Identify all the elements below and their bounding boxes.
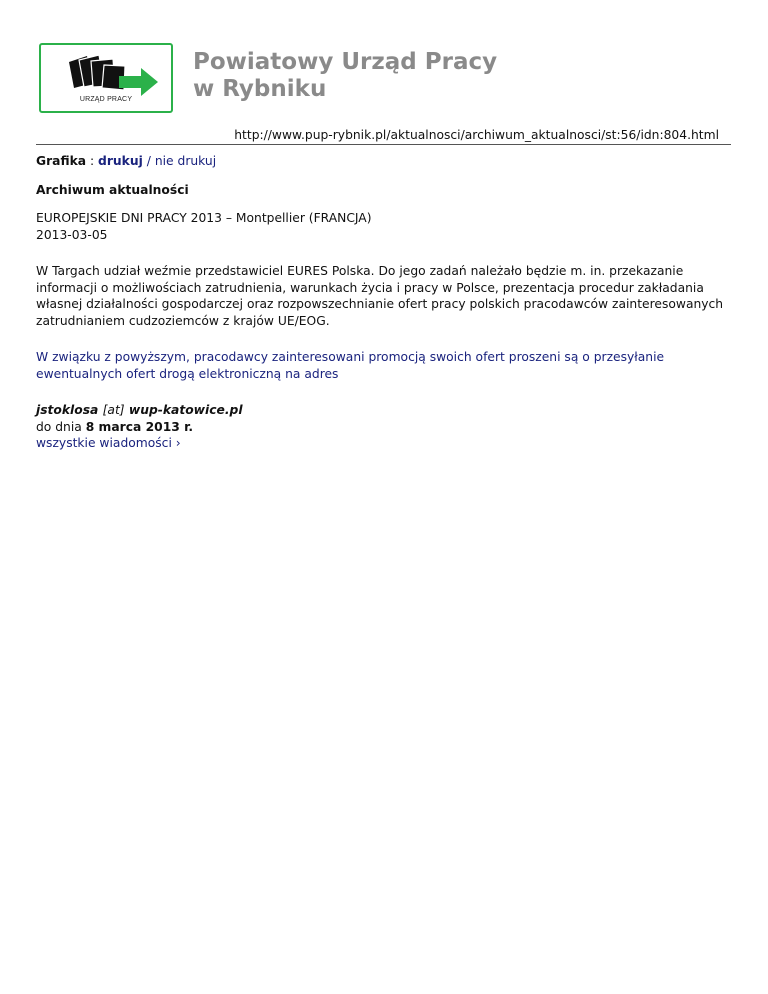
print-link[interactable]: drukuj	[98, 154, 143, 168]
article-title: EUROPEJSKIE DNI PRACY 2013 – Montpellier (FRANCJA)	[36, 211, 372, 225]
deadline-prefix: do dnia	[36, 419, 82, 434]
section-title: Archiwum aktualności	[36, 182, 189, 197]
print-options-slash: /	[146, 154, 151, 168]
print-options-colon: :	[89, 154, 95, 168]
deadline-date: 8 marca 2013 r.	[85, 419, 194, 434]
article-date: 2013-03-05	[36, 227, 108, 242]
email-at: [at]	[102, 403, 125, 417]
all-news	[36, 435, 731, 452]
all-news-link[interactable]: wszystkie wiadomości ›	[36, 436, 181, 450]
page-header	[39, 43, 731, 115]
print-options	[36, 153, 731, 170]
organization-name	[193, 49, 497, 103]
no-print-link[interactable]: nie drukuj	[154, 154, 217, 168]
main-content	[36, 153, 731, 452]
article-paragraph-2: W związku z powyższym, pracodawcy zainteresowani promocją swoich ofert proszeni są o przesyłanie ewentualnych ofert drogą elektroniczną na adres	[36, 350, 665, 381]
email-user: jstoklosa	[36, 403, 99, 417]
organization-name-line-1: Powiatowy Urząd Pracy	[193, 49, 498, 75]
contact-email	[36, 402, 731, 419]
email-domain: wup-katowice.pl	[128, 403, 243, 417]
logo-caption: URZĄD PRACY	[79, 96, 133, 103]
page-url: http://www.pup-rybnik.pl/aktualnosci/archiwum_aktualnosci/st:56/idn:804.html	[234, 128, 719, 142]
page-url-bar	[36, 128, 731, 145]
logo	[39, 43, 173, 113]
organization-name-line-2: w Rybniku	[193, 76, 327, 102]
article-paragraph-1: W Targach udział weźmie przedstawiciel EURES Polska. Do jego zadań należało będzie m. in. przekazanie informacji o możliwościach zatrudnienia, warunkach życia i pracy w Polsce, prezentacja procedur zakładania własnej działalności gospodarczej oraz rozpowszechnianie ofert pracy polskich pracodawców zainteresowanych zatrudnianiem cudzoziemców z krajów UE/EOG.	[36, 264, 724, 328]
print-options-label: Grafika	[36, 154, 87, 168]
deadline	[36, 419, 731, 436]
